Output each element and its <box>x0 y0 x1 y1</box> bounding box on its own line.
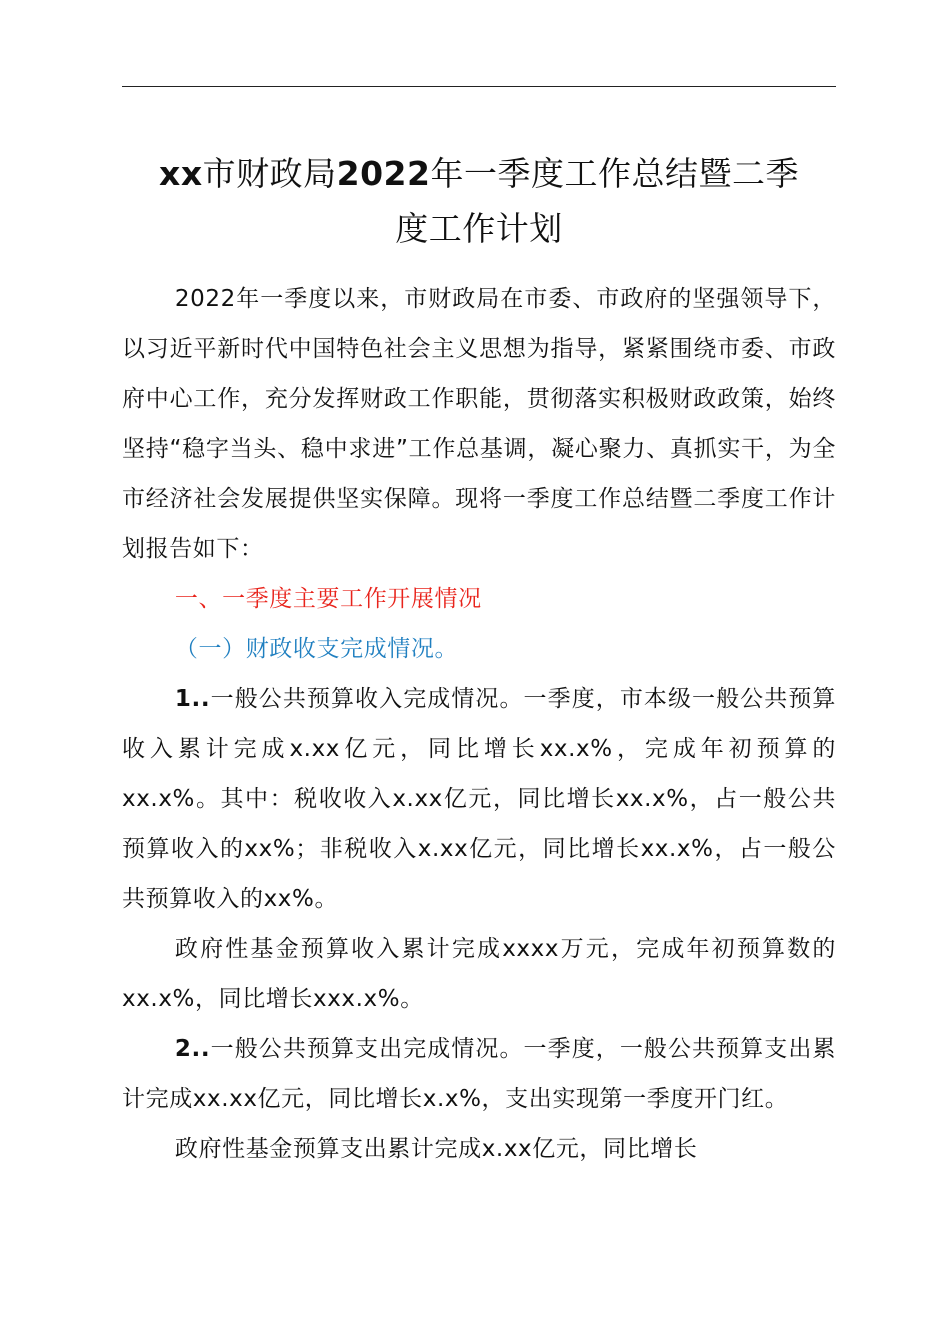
header-rule <box>122 86 836 87</box>
title-prefix: xx <box>159 154 203 193</box>
item-1-number: 1.. <box>174 686 211 712</box>
item-1-fund-paragraph: 政府性基金预算收入累计完成xxxx万元，完成年初预算数的xx.x%，同比增长xxx.x%。 <box>122 936 836 1012</box>
item-1-paragraph <box>122 674 836 924</box>
subsection-heading: （一）财政收支完成情况。 <box>174 636 459 662</box>
document-title <box>122 146 836 256</box>
title-part-2: 年一季度工作总结暨二季 <box>430 154 799 193</box>
document-body <box>122 274 836 1174</box>
item-2-text: 一般公共预算支出完成情况。一季度，一般公共预算支出累计完成xx.xx亿元，同比增长x.x%，支出实现第一季度开门红。 <box>122 1036 836 1112</box>
item-2-fund-paragraph: 政府性基金预算支出累计完成x.xx亿元，同比增长 <box>174 1136 698 1162</box>
title-line-1 <box>122 146 836 201</box>
intro-paragraph: 2022年一季度以来，市财政局在市委、市政府的坚强领导下，以习近平新时代中国特色社会主义思想为指导，紧紧围绕市委、市政府中心工作，充分发挥财政工作职能，贯彻落实积极财政政策，始终坚持“稳字当头、稳中求进”工作总基调，凝心聚力、真抓实干，为全市经济社会发展提供坚实保障。现将一季度工作总结暨二季度工作计划报告如下： <box>122 286 836 562</box>
section-heading: 一、一季度主要工作开展情况 <box>174 586 482 612</box>
item-2-number: 2.. <box>174 1036 211 1062</box>
title-part-1: 市财政局 <box>202 154 337 193</box>
title-year: 2022 <box>336 154 431 193</box>
item-2-paragraph <box>122 1024 836 1124</box>
title-line-2: 度工作计划 <box>395 209 563 248</box>
item-1-text: 一般公共预算收入完成情况。一季度，市本级一般公共预算收入累计完成x.xx亿元，同比增长xx.x%，完成年初预算的xx.x%。其中：税收收入x.xx亿元，同比增长xx.x%，占一般公共预算收入的xx%；非税收入x.xx亿元，同比增长xx.x%，占一般公共预算收入的xx%。 <box>122 686 836 912</box>
